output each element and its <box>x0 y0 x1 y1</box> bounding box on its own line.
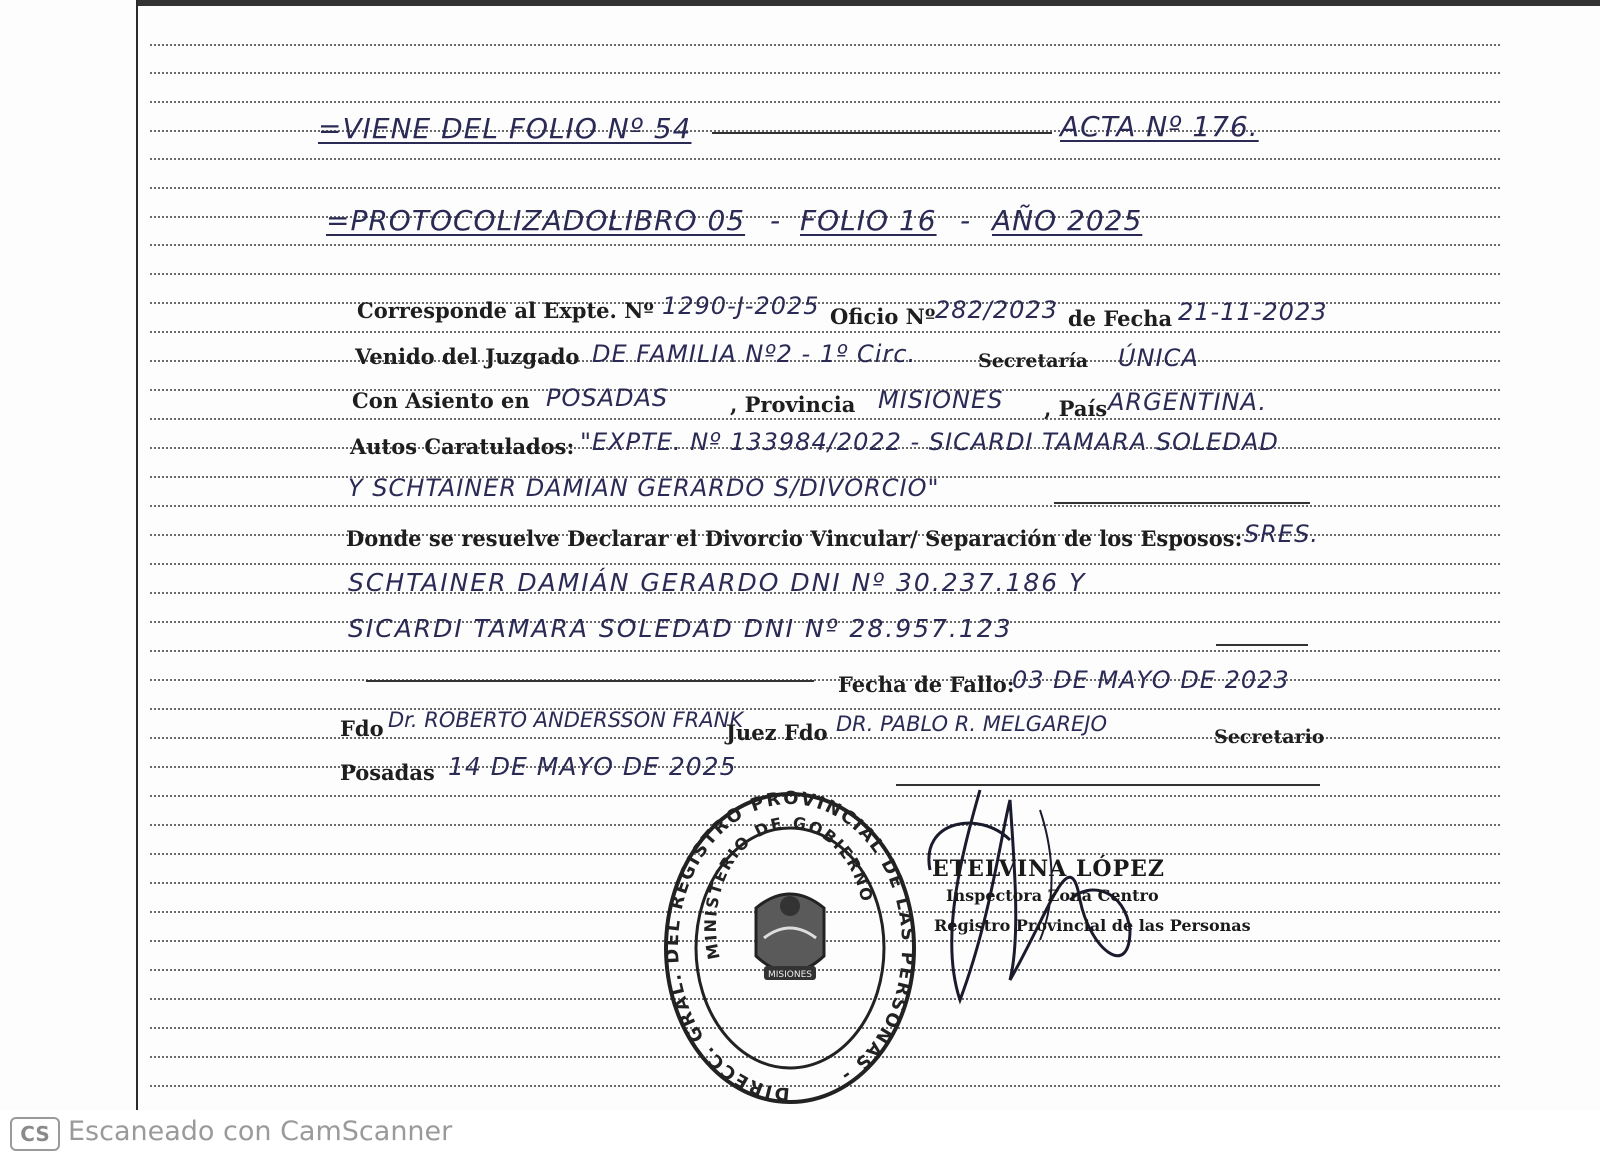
scanner-watermark <box>0 1110 1600 1154</box>
secretaria-label: Secretaría <box>978 350 1089 372</box>
viene-del-folio: =VIENE DEL FOLIO Nº 54 <box>318 112 692 145</box>
fill-dash <box>1216 644 1308 646</box>
watermark-text: Escaneado con CamScanner <box>68 1116 453 1147</box>
coat-of-arms-icon <box>756 894 824 980</box>
separator-dash: - <box>770 204 782 237</box>
venido-label: Venido del Juzgado <box>355 344 580 369</box>
ruled-line <box>150 563 1500 565</box>
expte-value: 1290-J-2025 <box>662 292 820 320</box>
fecha-value: 21-11-2023 <box>1178 298 1328 326</box>
protocolizado-label: =PROTOCOLIZADO: <box>326 204 620 237</box>
donde-label: Donde se resuelve Declarar el Divorcio Vincular/ Separación de los Esposos: <box>346 526 1243 551</box>
esposos-prefix: SRES. <box>1244 520 1319 548</box>
ruled-line <box>150 244 1500 246</box>
anio: AÑO 2025 <box>992 204 1143 237</box>
asiento-value: POSADAS <box>546 384 669 412</box>
folio: FOLIO 16 <box>800 204 937 237</box>
libro: LIBRO 05 <box>608 204 746 237</box>
ruled-line <box>150 187 1500 189</box>
ruled-line <box>150 418 1500 420</box>
fecha-fallo-label: Fecha de Fallo: <box>838 672 1015 697</box>
emblem-label: MISIONES <box>767 970 813 980</box>
fill-dash <box>1054 502 1310 504</box>
autos-label: Autos Caratulados: <box>350 434 575 459</box>
stamp-office: Registro Provincial de las Personas <box>934 916 1251 935</box>
secretario-label: Secretario <box>1214 726 1325 748</box>
fdo-label: Fdo <box>340 716 384 741</box>
ruled-line <box>150 158 1500 160</box>
ruled-line <box>150 273 1500 275</box>
autos-line1: "EXPTE. Nº 133984/2022 - SICARDI TAMARA SOLEDAD <box>580 428 1279 456</box>
camscanner-icon: CS <box>10 1117 60 1151</box>
corresponde-label: Corresponde al Expte. Nº <box>357 298 654 323</box>
provincia-value: MISIONES <box>878 386 1004 414</box>
ruled-line <box>150 101 1500 103</box>
esposo2: SICARDI TAMARA SOLEDAD DNI Nº 28.957.123 <box>348 614 1013 643</box>
ruled-line <box>150 650 1500 652</box>
posadas-label: Posadas <box>340 760 435 785</box>
secretario-name: DR. PABLO R. MELGAREJO <box>836 712 1108 736</box>
ruled-line <box>150 72 1500 74</box>
ruled-line <box>150 708 1500 710</box>
ruled-line <box>150 44 1500 46</box>
top-border <box>136 0 1600 6</box>
ruled-line <box>150 679 1500 681</box>
juez-label: Juez <box>726 720 777 745</box>
posadas-date: 14 DE MAYO DE 2025 <box>448 752 737 781</box>
esposo1: SCHTAINER DAMIÁN GERARDO DNI Nº 30.237.186 Y <box>348 568 1087 597</box>
secretaria-value: ÚNICA <box>1118 344 1199 372</box>
fecha-fallo-value: 03 DE MAYO DE 2023 <box>1012 666 1290 694</box>
fdo2-label: Fdo <box>784 720 828 745</box>
left-margin-line <box>136 0 138 1110</box>
pais-label: , País <box>1044 396 1108 421</box>
fill-dash <box>366 680 814 682</box>
oficio-value: 282/2023 <box>935 296 1058 324</box>
seal-inner-text: MINISTERIO DE GOBIERNO <box>700 812 877 962</box>
autos-line2: Y SCHTAINER DAMIAN GERARDO S/DIVORCIO" <box>348 474 940 502</box>
ruled-line <box>150 505 1500 507</box>
stamp-name: ETELVINA LÓPEZ <box>932 856 1165 882</box>
seal-outer-text: DIRECC. GRAL. DEL REGISTRO PROVINCIAL DE LAS PERSONAS - <box>661 788 919 1105</box>
fill-dash <box>712 132 1052 134</box>
juzgado-value: DE FAMILIA Nº2 - 1º Circ. <box>592 340 917 368</box>
official-seal <box>660 788 920 1108</box>
stamp-role: Inspectora Zona Centro <box>946 886 1159 905</box>
asiento-label: Con Asiento en <box>352 388 530 413</box>
acta-number: ACTA Nº 176. <box>1060 110 1259 143</box>
juez-name: Dr. ROBERTO ANDERSSON FRANK <box>388 708 744 732</box>
separator-dash: - <box>960 204 972 237</box>
provincia-label: , Provincia <box>730 392 856 417</box>
ruled-line <box>150 331 1500 333</box>
pais-value: ARGENTINA. <box>1108 388 1267 416</box>
fecha-label: de Fecha <box>1068 306 1173 331</box>
oficio-label: Oficio Nº <box>830 304 936 329</box>
